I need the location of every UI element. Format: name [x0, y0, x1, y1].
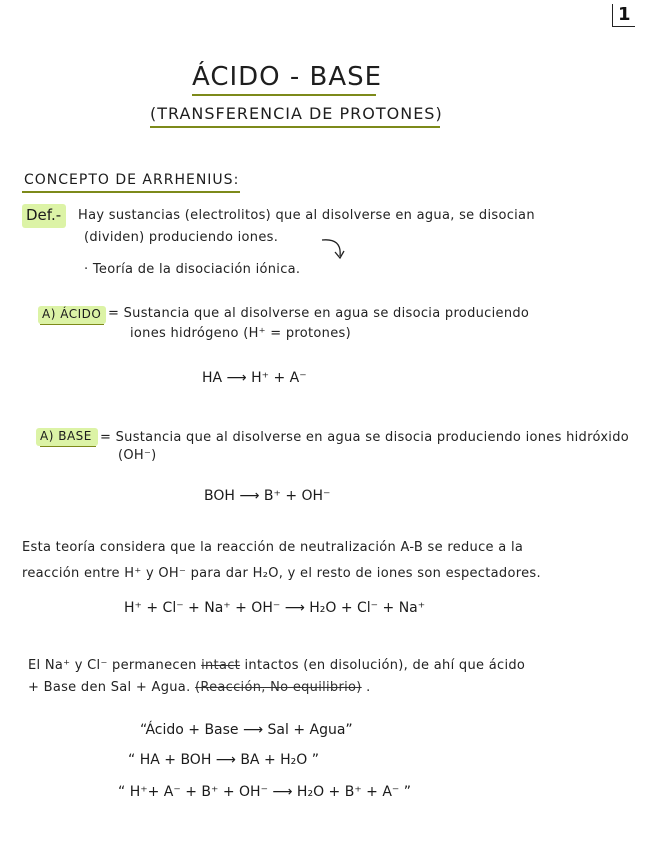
base-label: A) BASE: [40, 429, 92, 443]
section-heading: CONCEPTO DE ARRHENIUS:: [24, 172, 240, 188]
definition-bullet: · Teoría de la disociación iónica.: [84, 262, 301, 277]
summary-row-2: “ HA + BOH ⟶ BA + H₂O ”: [128, 752, 319, 768]
conclusion-strike-1: intact: [201, 658, 241, 673]
title-underline: [192, 94, 376, 96]
section-underline: [22, 191, 240, 193]
page-subtitle: (TRANSFERENCIA DE PROTONES): [150, 104, 443, 123]
acido-label: A) ÁCIDO: [42, 307, 102, 321]
page-title: ÁCIDO - BASE: [192, 62, 383, 92]
conclusion-line-1: [28, 658, 525, 673]
theory-line-1: Esta teoría considera que la reacción de neutralización A-B se reduce a la: [22, 540, 524, 555]
theory-equation: H⁺ + Cl⁻ + Na⁺ + OH⁻ ⟶ H₂O + Cl⁻ + Na⁺: [124, 600, 426, 616]
conclusion-line-1-start: El Na⁺ y Cl⁻ permanecen: [28, 658, 197, 673]
base-underline: [40, 446, 96, 447]
definition-line-1: Hay sustancias (electrolitos) que al disolverse en agua, se disocian: [78, 208, 535, 223]
theory-line-2: reacción entre H⁺ y OH⁻ para dar H₂O, y el resto de iones son espectadores.: [22, 566, 541, 581]
definition-label: Def.-: [26, 206, 62, 224]
acido-line-1: = Sustancia que al disolverse en agua se disocia produciendo: [108, 306, 530, 321]
curved-arrow-icon: [318, 234, 348, 264]
base-equation: BOH ⟶ B⁺ + OH⁻: [204, 488, 331, 504]
conclusion-line-2-end: .: [366, 680, 371, 695]
acido-line-2: iones hidrógeno (H⁺ = protones): [130, 326, 351, 341]
conclusion-line-2-start: + Base den Sal + Agua.: [28, 680, 191, 695]
base-line-2: (OH⁻): [118, 448, 157, 463]
summary-row-3: “ H⁺+ A⁻ + B⁺ + OH⁻ ⟶ H₂O + B⁺ + A⁻ ”: [118, 784, 412, 800]
acido-equation: HA ⟶ H⁺ + A⁻: [202, 370, 307, 386]
base-line-1: = Sustancia que al disolverse en agua se disocia produciendo iones hidróxido: [100, 430, 630, 445]
page-number: 1: [612, 4, 635, 27]
conclusion-line-2: [28, 680, 371, 695]
summary-row-1: “Ácido + Base ⟶ Sal + Agua”: [140, 722, 353, 738]
subtitle-underline: [150, 126, 440, 128]
definition-line-2: (dividen) produciendo iones.: [84, 230, 279, 245]
acido-underline: [40, 324, 104, 325]
conclusion-strike-2: (Reacción, No equilibrio): [194, 680, 362, 695]
conclusion-line-1-end: intactos (en disolución), de ahí que ácido: [244, 658, 526, 673]
